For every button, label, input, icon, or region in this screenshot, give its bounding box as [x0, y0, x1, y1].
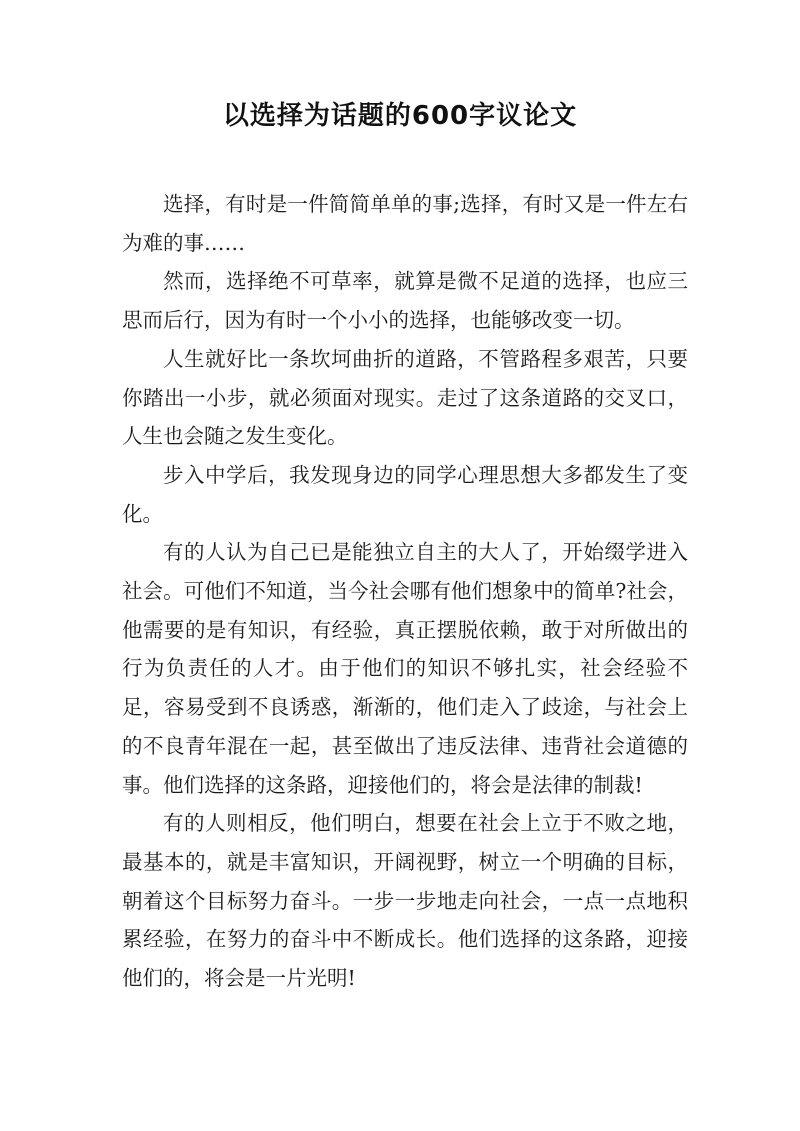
- paragraph: 选择，有时是一件简简单单的事;选择，有时又是一件左右为难的事……: [122, 192, 688, 255]
- paragraph: 步入中学后，我发现身边的同学心理思想大多都发生了变化。: [122, 462, 688, 526]
- document-title: 以选择为话题的600字议论文: [222, 101, 578, 131]
- paragraph: 有的人认为自己已是能独立自主的大人了，开始缀学进入社会。可他们不知道，当今社会哪有他们想象中的简单?社会，他需要的是有知识，有经验，真正摆脱依赖，敢于对所做出的行为负责任的人才。由于他们的知识不够扎实，社会经验不足，容易受到不良诱惑，渐渐的，他们走入了歧途，与社会上的不良青年混在一起，甚至做出了违反法律、违背社会道德的事。他们选择的这条路，迎接他们的，将会是法律的制裁!: [122, 540, 688, 797]
- paragraph: 有的人则相反，他们明白，想要在社会上立于不败之地，最基本的，就是丰富知识，开阔视野，树立一个明确的目标，朝着这个目标努力奋斗。一步一步地走向社会，一点一点地积累经验，在努力的奋斗中不断成长。他们选择的这条路，迎接他们的，将会是一片光明!: [122, 811, 688, 991]
- document-body: [122, 185, 688, 998]
- paragraph: 然而，选择绝不可草率，就算是微不足道的选择，也应三思而后行，因为有时一个小小的选择，也能够改变一切。: [122, 269, 688, 333]
- paragraph: 人生就好比一条坎坷曲折的道路，不管路程多艰苦，只要你踏出一小步，就必须面对现实。走过了这条道路的交叉口，人生也会随之发生变化。: [122, 346, 688, 449]
